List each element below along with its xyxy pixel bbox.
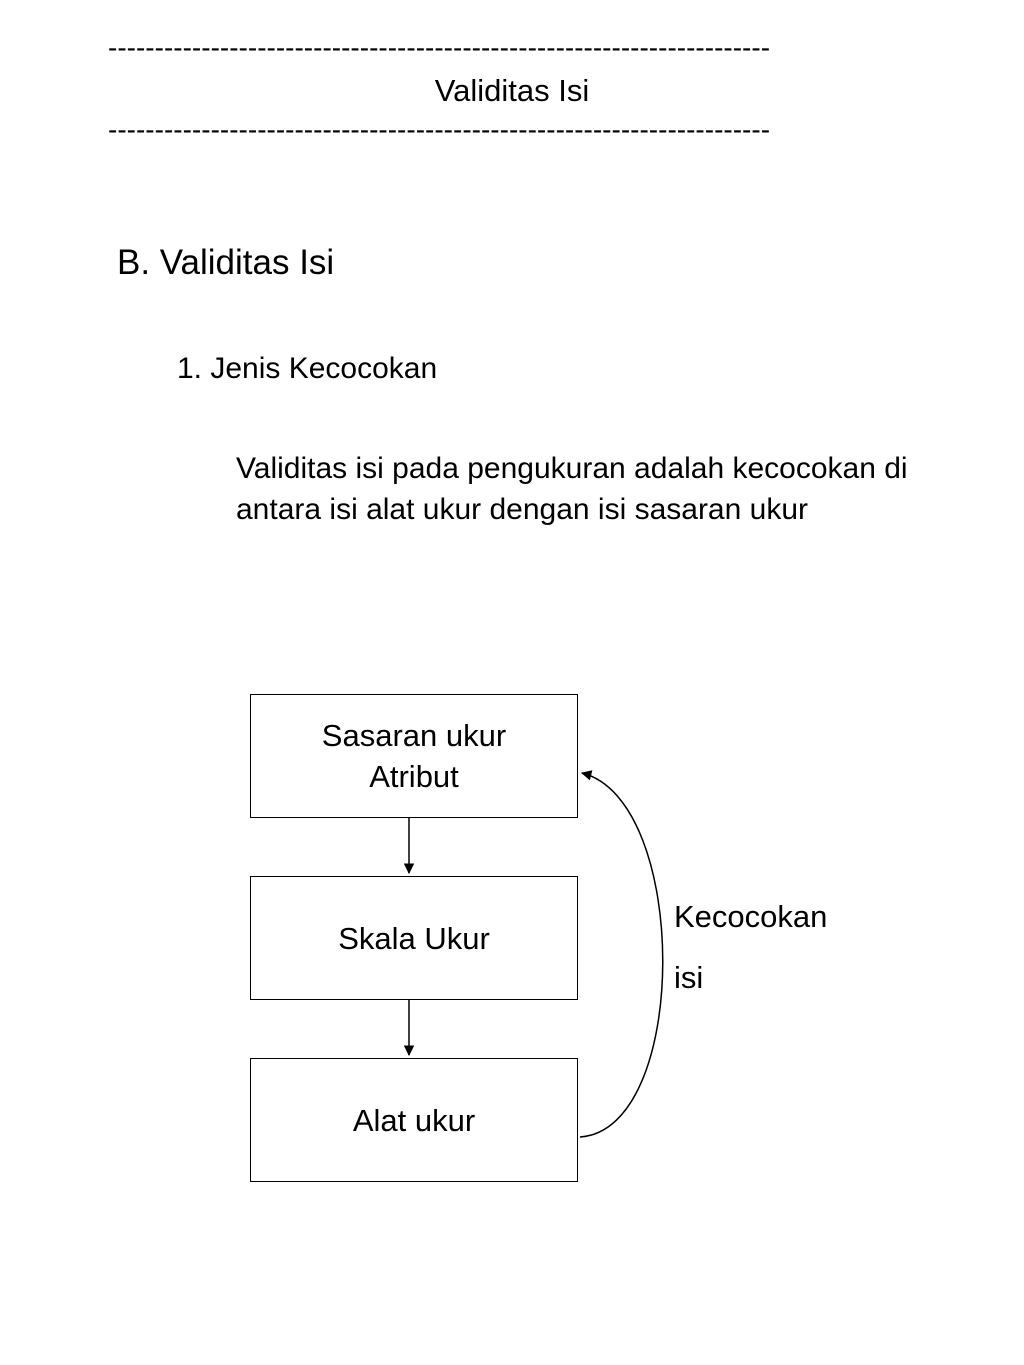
box-target-line1: Sasaran ukur bbox=[321, 718, 507, 753]
definition-paragraph: Validitas isi pada pengukuran adalah kecocokan di antara isi alat ukur dengan isi sasaran ukur bbox=[236, 452, 908, 526]
match-label-line1: Kecocokan bbox=[674, 899, 828, 934]
header-title: Validitas Isi bbox=[434, 73, 590, 108]
box-target-attribute bbox=[250, 694, 578, 818]
box-measurement-instrument bbox=[250, 1058, 578, 1182]
section-title: B. Validitas Isi bbox=[117, 243, 335, 282]
content-match-label bbox=[674, 886, 827, 1008]
header-rule-top: ----------------------------------------------------------------------- bbox=[108, 34, 771, 62]
arrow-instrument-to-target-curve bbox=[580, 773, 663, 1137]
box-scale-label: Skala Ukur bbox=[338, 920, 490, 956]
box-measurement-scale bbox=[250, 876, 578, 1000]
header-rule-bottom: ----------------------------------------------------------------------- bbox=[108, 116, 771, 144]
box-instrument-label: Alat ukur bbox=[352, 1102, 476, 1138]
subsection-title: 1. Jenis Kecocokan bbox=[177, 352, 438, 385]
match-label-line2: isi bbox=[674, 960, 704, 995]
box-target-line2: Atribut bbox=[369, 759, 459, 794]
